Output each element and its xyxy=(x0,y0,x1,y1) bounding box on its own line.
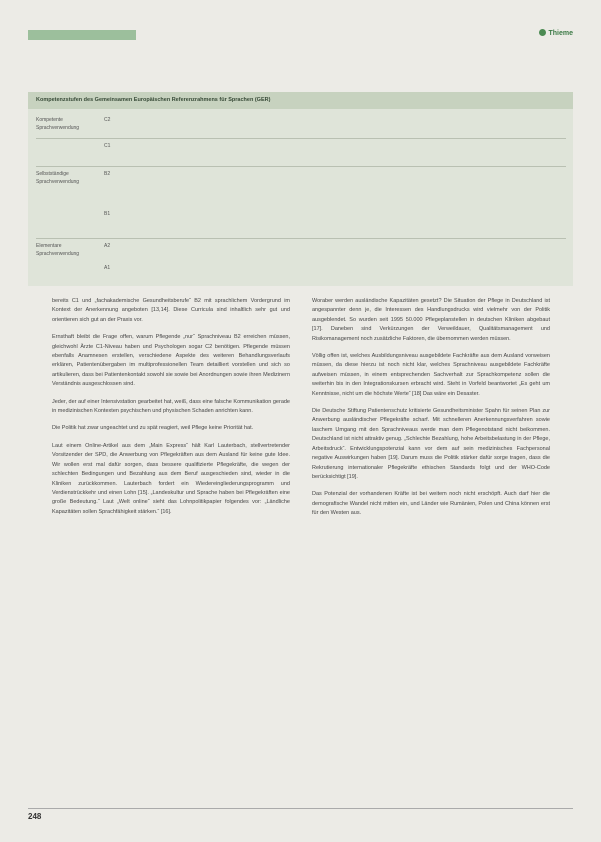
paragraph: Ernsthaft bleibt die Frage offen, warum Pflegende „nur“ Sprachniveau B2 erreichen müssen, gleichwohl Ärzte C1-Niveau haben und Psychologen sogar C2 benötigen. Pflegende müssen ebenfalls Anamnesen erstellen, verschiedene Aspekte des weiteren Behandlungsverlaufs erklären, Patientenübergaben im multiprofessionellen Team detailliert vorstellen und sich so artikulieren, dass bei Patientenkontakt sowohl sie sowie bei Anordnungen sowie ihren Medizinern Verständnis ausgeschlossen sind. xyxy=(52,334,290,388)
paragraph: Völlig offen ist, welches Ausbildungsniveau ausgebildete Fachkräfte aus dem Ausland vorweisen müssen, da diese hierzu ist noch nicht klar, welches Sprachniveau ausgebildete Fachkräfte aufweisen müssen, in einem entsprechenden Sachverhalt zur Sprachkompetenz sollen die weiterhin bis in den Integrationskursen erbracht wird. Steht in Vorfeld beantwortet „Es geht um Kenntnisse, nicht um die höchste Werte“ [18] Das wäre ein Desaster. xyxy=(312,353,550,397)
row-group: Elementare Sprachverwendung xyxy=(36,243,80,258)
thieme-logo-icon xyxy=(539,29,546,36)
paragraph: Woraber werden ausländische Kapazitäten gesetzt? Die Situation der Pflege in Deutschland ist angespannter denn je, die Interessen des Handlungsdrucks wird vielmehr von der Politik ausgeblendet. So wurden seit 1995 50.000 Pflegeplanstellen in deutschen Kliniken abgebaut [17]. Daneben sind Verkürzungen der Verweildauer, Qualitätsmanagement und Risikomanagement noch zusätzliche Faktoren, die übernommen werden müssen. xyxy=(312,298,550,342)
body-column-right xyxy=(312,297,550,527)
paragraph: bereits C1 und „fachakademische Gesundheitsberufe“ B2 mit sprachlichem Vordergrund im Kontext der Anerkennung angeboten [13,14]. Diese Curricula sind inhaltlich sehr gut und orientieren sich gut an der Praxis vor. xyxy=(52,298,290,323)
paragraph: Jeder, der auf einer Intensivstation gearbeitet hat, weiß, dass eine falsche Kommunikation gerade in medizinischen Kontexten psychischen und physischen Schaden anrichten kann. xyxy=(52,398,290,415)
table-title: Kompetenzstufen des Gemeinsamen Europäischen Referenzrahmens für Sprachen (GER) xyxy=(28,92,573,109)
table-divider xyxy=(36,238,566,239)
paragraph: Laut einem Online-Artikel aus dem „Main Express“ hält Karl Lauterbach, stellvertretender Vorsitzender der SPD, die Anwerbung von Pflegekräften aus dem Ausland für keine gute Idee. Wir wollen erst mal dafür sorgen, dass bessere qualifizierte Pflegekräfte, die wegen der schlechten Bedingungen und Bezahlung aus dem Beruf ausgeschieden sind, wieder in die Kliniken zurückkommen. Lauterbach fordert ein Wiedereingliederungsprogramm und Verdienstrückkehr und einen Lohn [15]. „Landeskultur und Sprache haben bei Pflegekräften eine große Bedeutung.“ Laut „Welt online“ sieht das Lohnpolitikpapier folgendes vor: „Ländliche Kapazitäten sollen Sprachfähigkeit stärken.“ [16]. xyxy=(52,442,290,515)
footer-divider xyxy=(28,808,573,809)
publisher-logo-text: Thieme xyxy=(548,30,573,37)
section-label xyxy=(28,30,136,40)
row-level: B2 xyxy=(104,171,111,177)
row-level: C1 xyxy=(104,143,111,149)
row-level: B1 xyxy=(104,211,111,217)
page-number: 248 xyxy=(28,812,42,821)
publisher-logo xyxy=(539,29,573,37)
paragraph: Die Politik hat zwar ungeachtet und zu spät reagiert, weil Pflege keine Priorität hat. xyxy=(52,425,254,432)
paragraph: Die Deutsche Stiftung Patientenschutz kritisierte Gesundheitsminister Spahn für seinen Plan zur Anwerbung ausländischer Pflegekräfte scharf. Mit schnelleren Anerkennungsverfahren sowie laschem Umgang mit den Sprachniveaus werde man dem Pflegenotstand nicht beikommen. Deutschland ist nicht attraktiv genug. „Schlechte Bezahlung, hohe Arbeitsbelastung in der Pflege, Arbeitsdruck“. Entwicklungspotenzial kann vor dem auf sein medizinisches Fachpersonal negative Auswirkungen haben [19]. Darum muss die Politik stärker dafür sorge tragen, dass die Rekrutierung internationaler Pflegekräfte ethischen Standards folgt und der WHO-Code berücksichtigt [19]. xyxy=(312,408,550,480)
paragraph: Das Potenzial der vorhandenen Kräfte ist bei weitem noch nicht erschöpft. Auch darf hier die demografische Wandel nicht mitten ein, und Länder wie Rumänien, Polen und China können erst für den Westen aus. xyxy=(312,491,550,517)
table-divider xyxy=(36,138,566,139)
ger-table xyxy=(28,92,573,286)
row-level: C2 xyxy=(104,117,111,123)
row-group: Kompetente Sprachverwendung xyxy=(36,117,80,132)
table-divider xyxy=(36,166,566,167)
row-level: A1 xyxy=(104,265,111,271)
row-group: Selbstständige Sprachverwendung xyxy=(36,171,80,186)
body-column-left xyxy=(52,297,290,525)
row-level: A2 xyxy=(104,243,111,249)
